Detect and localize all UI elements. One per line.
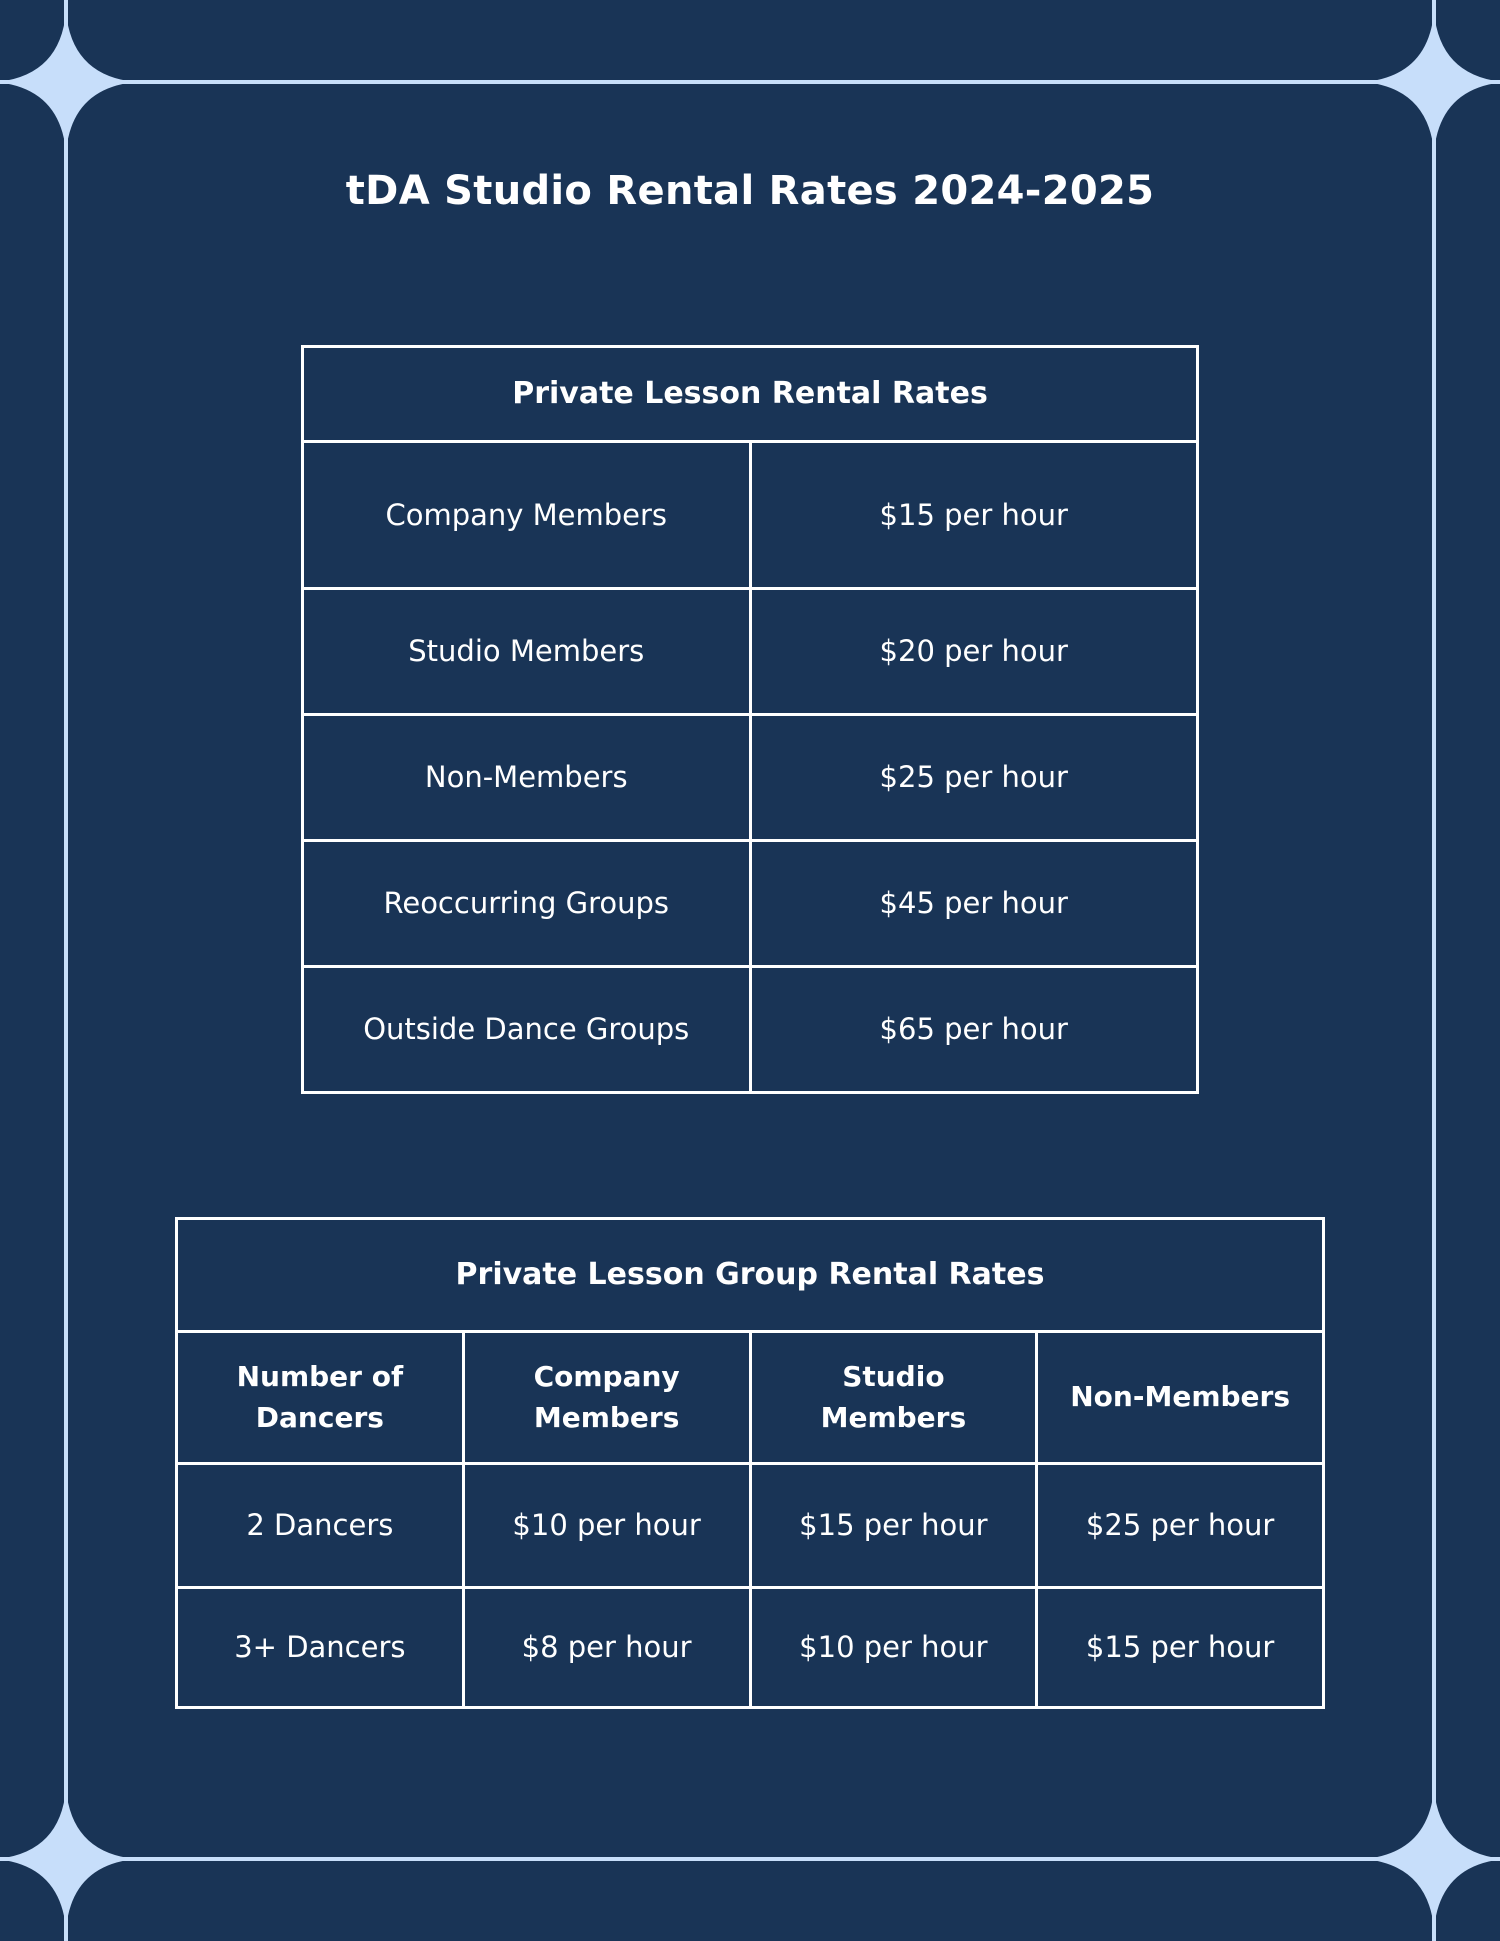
rate-category: Reoccurring Groups xyxy=(303,841,751,967)
column-header-company: Company Members xyxy=(463,1332,750,1464)
dancer-count: 2 Dancers xyxy=(177,1464,464,1588)
column-header-studio: Studio Members xyxy=(750,1332,1037,1464)
table-header-row xyxy=(177,1332,1324,1464)
rate-value: $25 per hour xyxy=(1037,1464,1324,1588)
rate-category: Non-Members xyxy=(303,715,751,841)
sparkle-icon xyxy=(0,1789,136,1929)
table-row xyxy=(303,841,1198,967)
table-row xyxy=(177,1588,1324,1708)
rate-value: $15 per hour xyxy=(750,442,1198,589)
table-row xyxy=(303,715,1198,841)
rate-value: $20 per hour xyxy=(750,589,1198,715)
table-caption: Private Lesson Group Rental Rates xyxy=(177,1219,1324,1332)
table-caption-row xyxy=(177,1219,1324,1332)
rate-value: $15 per hour xyxy=(750,1464,1037,1588)
rate-category: Company Members xyxy=(303,442,751,589)
table-row xyxy=(177,1464,1324,1588)
table-row xyxy=(303,967,1198,1093)
table-row xyxy=(303,442,1198,589)
rate-value: $10 per hour xyxy=(463,1464,750,1588)
rate-value: $15 per hour xyxy=(1037,1588,1324,1708)
rate-value: $25 per hour xyxy=(750,715,1198,841)
column-header-dancers: Number of Dancers xyxy=(177,1332,464,1464)
rate-value: $10 per hour xyxy=(750,1588,1037,1708)
rate-value: $8 per hour xyxy=(463,1588,750,1708)
table-caption-row xyxy=(303,347,1198,442)
table-row xyxy=(303,589,1198,715)
rate-category: Studio Members xyxy=(303,589,751,715)
private-lesson-rates-table xyxy=(301,345,1199,1094)
sparkle-icon xyxy=(1364,12,1500,152)
page-title: tDA Studio Rental Rates 2024-2025 xyxy=(345,168,1155,214)
rate-value: $45 per hour xyxy=(750,841,1198,967)
dancer-count: 3+ Dancers xyxy=(177,1588,464,1708)
column-header-non-members: Non-Members xyxy=(1037,1332,1324,1464)
table-caption: Private Lesson Rental Rates xyxy=(303,347,1198,442)
rate-value: $65 per hour xyxy=(750,967,1198,1093)
sparkle-icon xyxy=(0,12,136,152)
rate-category: Outside Dance Groups xyxy=(303,967,751,1093)
sparkle-icon xyxy=(1364,1789,1500,1929)
group-rental-rates-table xyxy=(175,1217,1325,1709)
